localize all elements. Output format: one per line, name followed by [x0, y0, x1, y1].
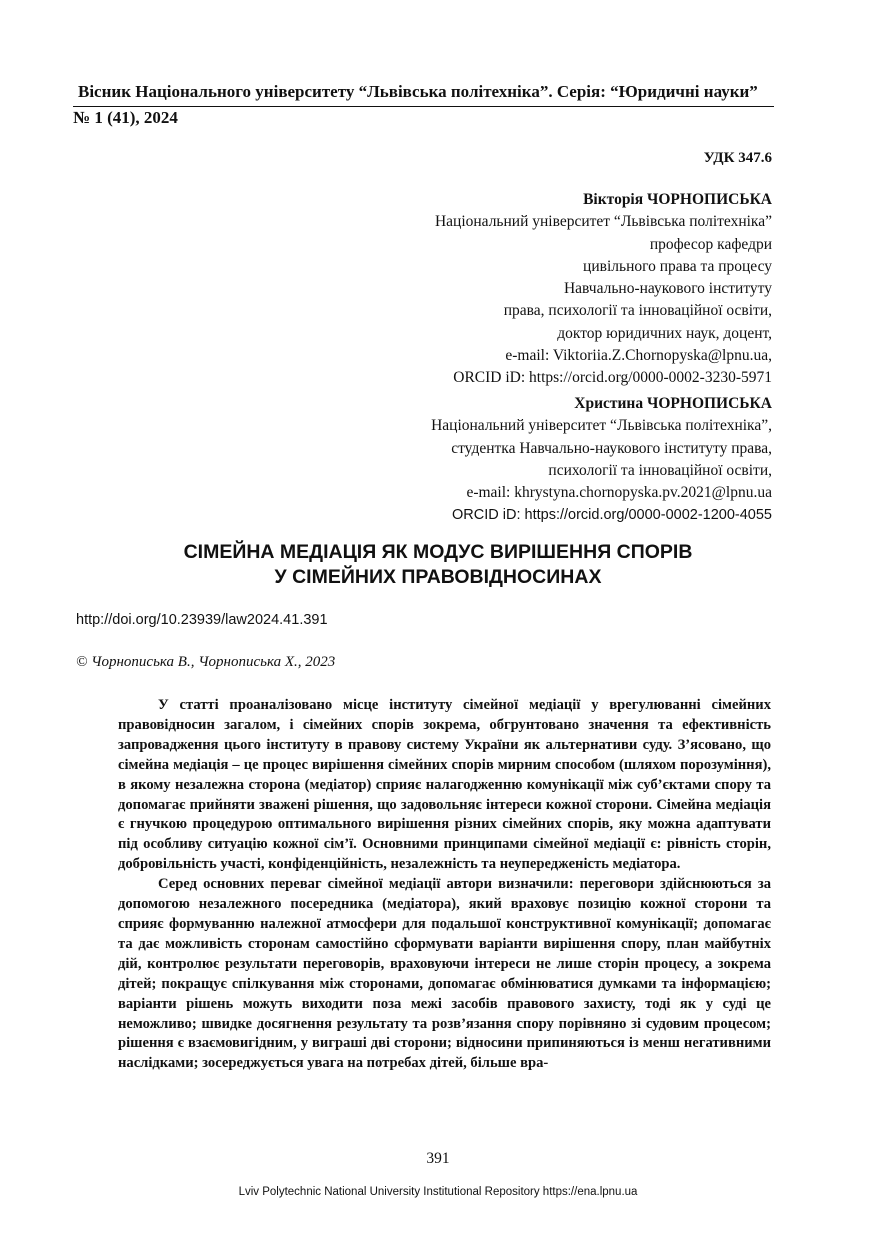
author-affiliation-line: права, психології та інноваційної освіти, — [503, 302, 772, 320]
repository-footer: Lviv Polytechnic National University Institutional Repository https://ena.lpnu.ua — [238, 1186, 638, 1198]
author-name: Христина ЧОРНОПИСЬКА — [574, 395, 772, 412]
abstract-paragraph: Серед основних переваг сімейної медіації автори визначили: переговори здійснюються за допомогою незалежного посередника (медіатора), який враховує позицію кожної сторони та сприяє формуванню належної атмосфери для подальшої конструктивної комунікації; допомагає та дає можливість сторонам самостійно сформувати варіанти вирішення спору, план майбутніх дій, контролює результати переговорів, враховуючи інтереси не лише сторін процесу, а зокрема дітей; покращує спілкування між сторонами, допомагає обмінюватися думками та інформацією; варіанти рішень можуть виходити поза межі засобів правового захисту, тоді як у суді це неможливо; швидке досягнення результату та розв’язання спору порівняно зі судовим процесом; рішення є взаємовигідним, у виграші дві сторони; відносини припиняються із менш негативними наслідками; зосереджується увага на потребах дітей, більше вра- — [118, 876, 771, 1072]
abstract-paragraph: У статті проаналізовано місце інституту сімейної медіації у врегулюванні сімейних правовідносин загалом, і сімейних спорів зокрема, обгрунтовано значення та ефективність запровадження цього інституту в правову систему України як альтернативи суду. З’ясовано, що сімейна медіація – це процес вирішення сімейних спорів мирним способом (шляхом порозуміння), в якому незалежна сторона (медіатор) сприяє налагодженню комунікації між суб’єктами спору та допомагає прийняти зважені рішення, що задовольняє інтереси кожної сторони. Сімейна медіація є гнучкою процедурою оптимального вирішення різних сімейних спорів, яку можна адаптувати під особливу ситуацію кожної сім’ї. Основними принципами сімейної медіації є: рівність сторін, добровільність участі, конфіденційність, незалежність та неупередженість медіатора. — [118, 697, 771, 873]
author-orcid[interactable]: ORCID iD: https://orcid.org/0000-0002-3230-5971 — [453, 369, 772, 387]
author-affiliation-line: професор кафедри — [649, 235, 772, 253]
author-email[interactable]: e-mail: khrystyna.chornopyska.pv.2021@lpnu.ua — [466, 484, 772, 502]
article-title-line: У СІМЕЙНИХ ПРАВОВІДНОСИНАХ — [274, 566, 602, 588]
copyright-line: © Чорнописька В., Чорнописька Х., 2023 — [76, 654, 336, 670]
page-number: 391 — [426, 1150, 450, 1167]
author-affiliation-line: студентка Навчально-наукового інституту права, — [451, 439, 772, 457]
udk-code: УДК 347.6 — [703, 150, 772, 166]
author-block-1 — [435, 189, 772, 390]
article-title — [73, 540, 803, 590]
author-email[interactable]: e-mail: Viktoriia.Z.Chornopyska@lpnu.ua, — [505, 347, 772, 365]
journal-title: Вісник Національного університету “Львівська політехніка”. Серія: “Юридичні науки” — [78, 82, 758, 101]
author-affiliation-line: психології та інноваційної освіти, — [548, 461, 772, 479]
author-affiliation-line: цивільного права та процесу — [583, 257, 772, 275]
doi-link[interactable]: http://doi.org/10.23939/law2024.41.391 — [76, 612, 328, 628]
author-affiliation-line: Національний університет “Львівська політехніка”, — [431, 417, 772, 435]
author-orcid[interactable]: ORCID iD: https://orcid.org/0000-0002-1200-4055 — [452, 507, 772, 524]
author-affiliation-line: Навчально-наукового інституту — [563, 280, 772, 298]
author-name: Вікторія ЧОРНОПИСЬКА — [583, 191, 772, 208]
author-affiliation-line: Національний університет “Львівська політехніка” — [434, 213, 772, 231]
author-block-2 — [431, 393, 772, 527]
header-rule — [73, 106, 774, 107]
article-title-line: СІМЕЙНА МЕДІАЦІЯ ЯК МОДУС ВИРІШЕННЯ СПОРІВ — [183, 541, 693, 563]
author-degree: доктор юридичних наук, доцент, — [557, 324, 772, 342]
abstract — [118, 696, 771, 1074]
journal-issue: № 1 (41), 2024 — [73, 108, 178, 127]
